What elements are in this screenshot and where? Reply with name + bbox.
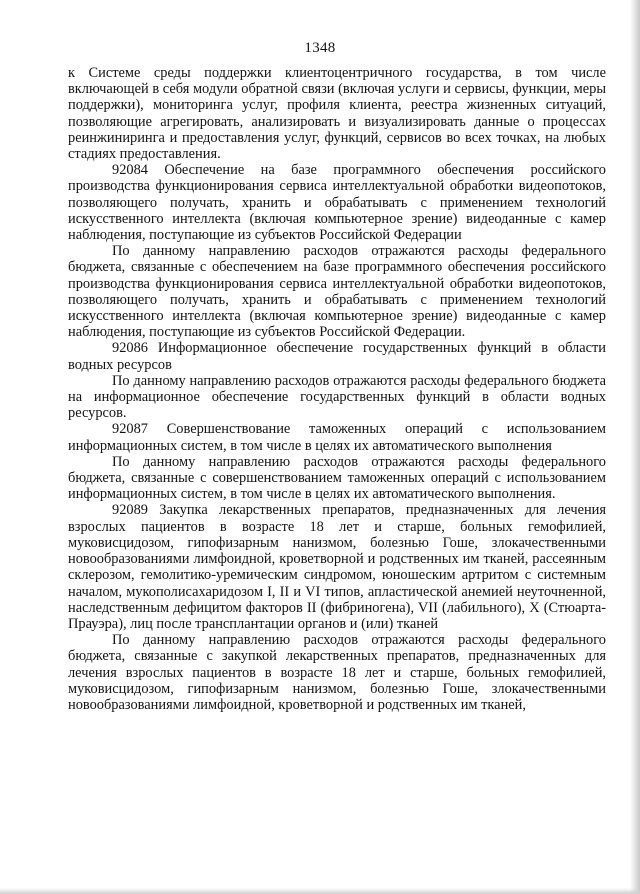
scan-bottom-shadow <box>0 888 640 894</box>
page-number: 1348 <box>304 40 336 56</box>
paragraph-continuation: к Системе среды поддержки клиентоцентричного государства, в том числе включающей в себя модули обратной связи (включая услуги и сервисы, функции, меры поддержки), мониторинга услуг, профиля клиента, реестра жизненных ситуаций, позволяющие агрегировать, анализировать и визуализировать данные о процессах реинжиниринга и предоставления услуг, функций, сервисов во всех точках, на любых стадиях предоставления. <box>68 65 606 163</box>
section-92086-description: По данному направлению расходов отражаются расходы федерального бюджета на информационное обеспечение государственных функций в области водных ресурсов. <box>68 372 606 422</box>
section-92086-heading: 92086 Информационное обеспечение государственных функций в области водных ресурсов <box>68 340 606 373</box>
section-92089-heading: 92089 Закупка лекарственных препаратов, предназначенных для лечения взрослых пациентов в возрасте 18 лет и старше, больных гемофилией, муковисцидозом, гипофизарным нанизмом, болезнью Гоше, злокачественными новообразованиями лимфоидной, кроветворной и родственных им тканей, рассеянным склерозом, гемолитико-уремическим синдромом, юношеским артритом с системным началом, мукополисахаридозом I, II и VI типов, апластической анемией неуточненной, наследственным дефицитом факторов II (фибриногена), VII (лабильного), X (Стюарта-Прауэра), лиц после трансплантации органов и (или) тканей <box>68 502 606 632</box>
section-92084-description: По данному направлению расходов отражаются расходы федерального бюджета, связанные с обеспечением на базе программного обеспечения российского производства функционирования сервиса интеллектуальной обработки видеопотоков, позволяющего получать, хранить и обрабатывать с применением технологий искусственного интеллекта (включая компьютерное зрение) видеоданные с камер наблюдения, поступающие из субъектов Российской Федерации. <box>68 243 606 341</box>
section-92089-description: По данному направлению расходов отражаются расходы федерального бюджета, связанные с закупкой лекарственных препаратов, предназначенных для лечения взрослых пациентов в возрасте 18 лет и старше, больных гемофилией, муковисцидозом, гипофизарным нанизмом, болезнью Гоше, злокачественными новообразованиями лимфоидной, кроветворной и родственных им тканей, <box>68 632 606 713</box>
section-92087-description: По данному направлению расходов отражаются расходы федерального бюджета, связанные с совершенствованием таможенных операций с использованием информационных систем, в том числе в целях их автоматического выполнения. <box>68 453 606 503</box>
scan-edge-shadow <box>630 0 640 894</box>
section-92087-heading: 92087 Совершенствование таможенных операций с использованием информационных систем, в том числе в целях их автоматического выполнения <box>68 421 606 454</box>
section-92084-heading: 92084 Обеспечение на базе программного обеспечения российского производства функционирования сервиса интеллектуальной обработки видеопотоков, позволяющего получать, хранить и обрабатывать с применением технологий искусственного интеллекта (включая компьютерное зрение) видеоданные с камер наблюдения, поступающие из субъектов Российской Федерации <box>68 162 606 244</box>
body-text <box>68 65 606 713</box>
